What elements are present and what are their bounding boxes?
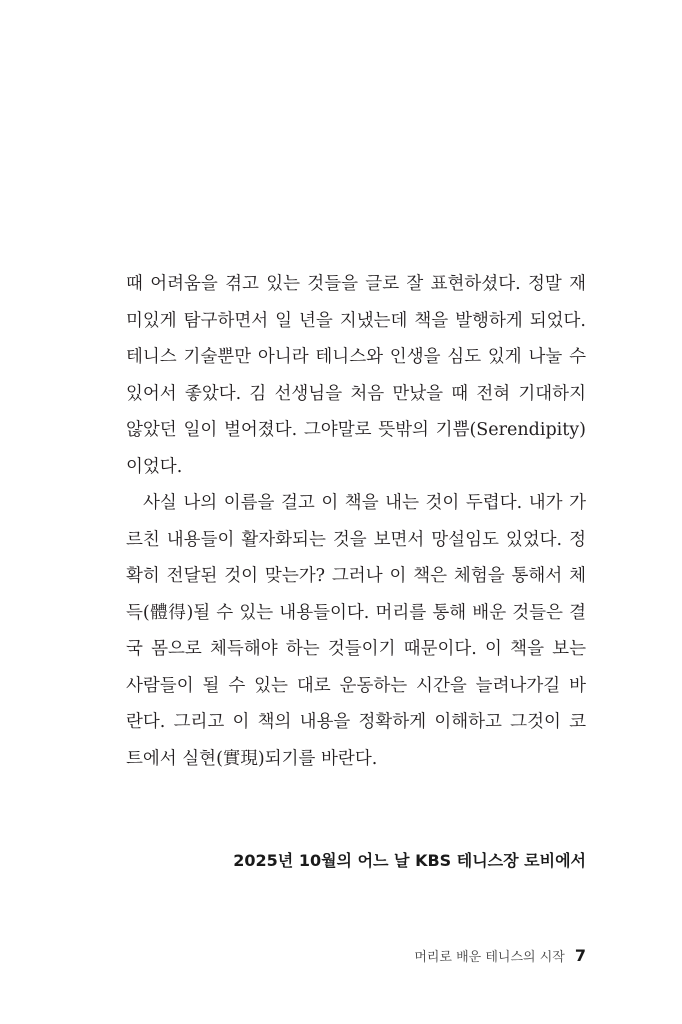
text-line: 사람들이 될 수 있는 대로 운동하는 시간을 늘려나가길 바 — [126, 675, 586, 696]
text-line: 국 몸으로 체득해야 하는 것들이기 때문이다. 이 책을 보는 — [126, 639, 586, 659]
text-line: 란다. 그리고 이 책의 내용을 정확하게 이해하고 그것이 코 — [126, 712, 586, 732]
running-footer — [414, 946, 586, 965]
text-line: 있어서 좋았다. 김 선생님을 처음 만났을 때 전혀 기대하지 — [126, 383, 586, 404]
text-line: 사실 나의 이름을 걸고 이 책을 내는 것이 두렵다. 내가 가 — [143, 493, 586, 513]
body-text — [126, 266, 586, 777]
text-line: 때 어려움을 겪고 있는 것들을 글로 잘 표현하셨다. 정말 재 — [126, 274, 586, 294]
text-line: 이었다. — [126, 456, 183, 477]
text-line: 트에서 실현(實現)되기를 바란다. — [126, 748, 378, 769]
text-line: 르친 내용들이 활자화되는 것을 보면서 망설임도 있었다. 정 — [126, 529, 586, 550]
text-line: 않았던 일이 벌어졌다. 그야말로 뜻밖의 기쁨(Serendipity) — [126, 420, 586, 440]
text-line: 테니스 기술뿐만 아니라 테니스와 인생을 심도 있게 나눌 수 — [126, 347, 586, 367]
footer-book-title: 머리로 배운 테니스의 시작 — [414, 950, 565, 965]
signature-line: 2025년 10월의 어느 날 KBS 테니스장 로비에서 — [233, 851, 586, 870]
text-line: 확히 전달된 것이 맞는가? 그러나 이 책은 체험을 통해서 체 — [126, 566, 586, 586]
text-line: 득(體得)될 수 있는 내용들이다. 머리를 통해 배운 것들은 결 — [126, 602, 586, 623]
text-line: 미있게 탐구하면서 일 년을 지냈는데 책을 발행하게 되었다. — [126, 310, 586, 331]
page-number: 7 — [574, 946, 586, 965]
